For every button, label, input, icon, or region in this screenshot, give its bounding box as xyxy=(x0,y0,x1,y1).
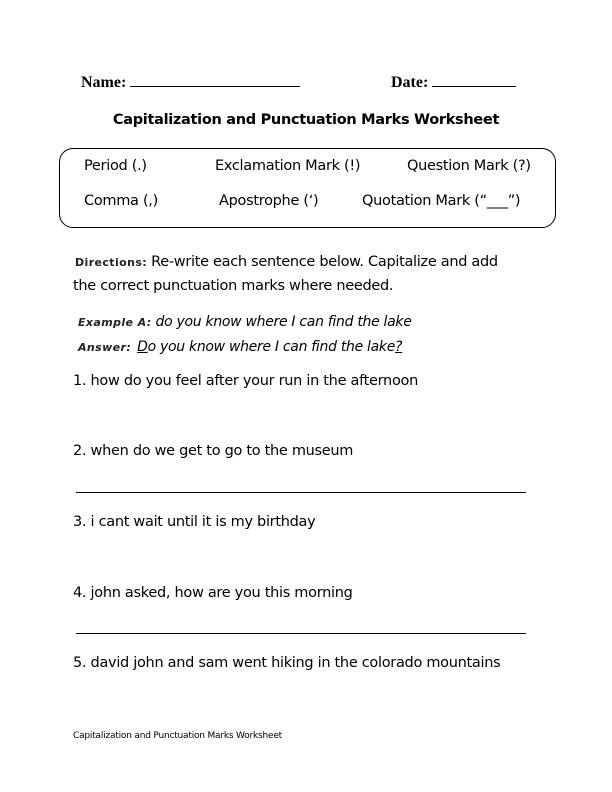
name-field xyxy=(81,72,300,92)
date-blank[interactable] xyxy=(432,72,516,87)
answer-label: Answer: xyxy=(78,341,132,354)
footer-text: Capitalization and Punctuation Marks Worksheet xyxy=(73,731,282,741)
question-4: 4. john asked, how are you this morning xyxy=(73,585,353,601)
answer-text xyxy=(137,339,402,355)
question-3: 3. i cant wait until it is my birthday xyxy=(73,514,316,530)
answer-punctuation: ? xyxy=(395,339,403,355)
directions-label: Directions: xyxy=(75,256,148,269)
example-row xyxy=(78,313,412,331)
name-label: Name: xyxy=(81,74,127,91)
example-label: Example A: xyxy=(78,316,152,329)
answer-middle: o you know where I can find the lake xyxy=(147,339,396,355)
directions-text-1: Re-write each sentence below. Capitalize and add xyxy=(151,254,498,270)
mark-period: Period (.) xyxy=(84,158,147,174)
page-title: Capitalization and Punctuation Marks Worksheet xyxy=(112,112,500,128)
answer-line-2[interactable] xyxy=(76,492,526,493)
date-label: Date: xyxy=(391,74,429,91)
answer-row xyxy=(78,338,402,356)
mark-quotation: Quotation Mark (“___”) xyxy=(362,193,521,209)
mark-exclamation: Exclamation Mark (!) xyxy=(215,158,361,174)
mark-apostrophe: Apostrophe (‘) xyxy=(219,193,319,209)
mark-question: Question Mark (?) xyxy=(407,158,531,174)
date-field xyxy=(391,72,516,92)
question-5: 5. david john and sam went hiking in the colorado mountains xyxy=(73,655,501,671)
mark-comma: Comma (,) xyxy=(84,193,158,209)
directions-line1 xyxy=(75,253,498,271)
answer-capital: D xyxy=(137,339,148,355)
example-text: do you know where I can find the lake xyxy=(155,314,412,330)
question-1: 1. how do you feel after your run in the afternoon xyxy=(73,373,418,389)
directions-text-2: the correct punctuation marks where needed. xyxy=(73,278,394,294)
name-blank[interactable] xyxy=(130,72,300,87)
answer-line-4[interactable] xyxy=(76,633,526,634)
question-2: 2. when do we get to go to the museum xyxy=(73,443,354,459)
